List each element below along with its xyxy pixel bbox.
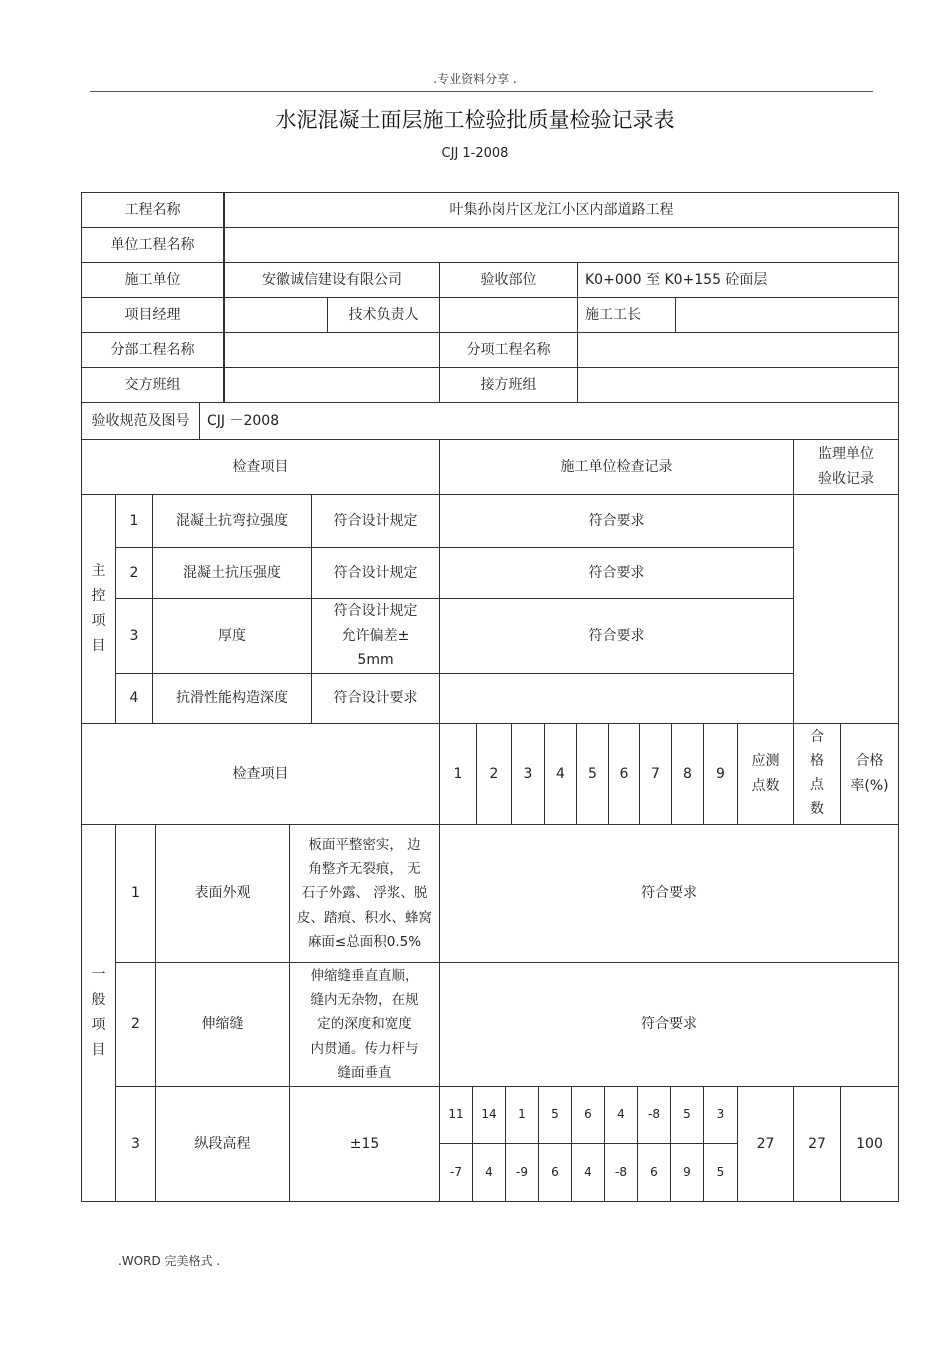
- contractor-record-header: 施工单位检查记录: [439, 439, 794, 495]
- acceptance-part-label: 验收部位: [439, 262, 578, 298]
- acceptance-part-value: K0+000 至 K0+155 砼面层: [577, 262, 899, 298]
- pm-label: 项目经理: [81, 297, 224, 333]
- main-row-4-item: 抗滑性能构造深度: [152, 673, 312, 724]
- point-header: 4: [544, 723, 577, 825]
- item-project-value: [577, 332, 899, 368]
- measured-value: 4: [571, 1143, 605, 1202]
- general-row-3-no: 3: [115, 1086, 156, 1202]
- inspection-record-table: [82, 193, 899, 1203]
- main-row-1-no: 1: [115, 494, 153, 548]
- sub-project-value: [224, 332, 440, 368]
- measured-value: 5: [703, 1143, 738, 1202]
- supervision-record-header: 监理单位 验收记录: [793, 439, 899, 495]
- measured-value: 6: [571, 1086, 605, 1144]
- point-header: 6: [608, 723, 640, 825]
- main-row-2-result: 符合要求: [439, 547, 794, 599]
- spec-value: CJJ －2008: [199, 402, 899, 440]
- group-char: 般: [91, 992, 106, 1008]
- general-row-1-result: 符合要求: [439, 824, 899, 963]
- main-control-group-label: [81, 494, 116, 724]
- handover-team-label: 交方班组: [81, 367, 224, 403]
- main-row-4-standard: 符合设计要求: [311, 673, 440, 724]
- general-row-3-standard: ±15: [289, 1086, 440, 1202]
- pass-rate-value: 100: [840, 1086, 899, 1202]
- tech-lead-label: 技术负责人: [327, 297, 440, 333]
- handover-team-value: [224, 367, 440, 403]
- main-row-3-standard: 符合设计规定 允许偏差± 5mm: [311, 598, 440, 674]
- group-char: 项: [91, 613, 106, 629]
- main-row-4-no: 4: [115, 673, 153, 724]
- measured-value: 1: [505, 1086, 539, 1144]
- measured-value: 5: [670, 1086, 704, 1144]
- qualified-points-header: 合 格 点 数: [793, 723, 841, 825]
- measured-value: -8: [637, 1086, 671, 1144]
- main-row-3-item: 厚度: [152, 598, 312, 674]
- general-group-label: [81, 824, 116, 1202]
- main-check-item-header: 检查项目: [81, 439, 440, 495]
- point-header: 9: [703, 723, 738, 825]
- measured-value: 4: [472, 1143, 506, 1202]
- general-row-3-item: 纵段高程: [155, 1086, 290, 1202]
- foreman-value: [675, 297, 899, 333]
- measured-value: 4: [604, 1086, 638, 1144]
- point-header: 1: [439, 723, 477, 825]
- point-header: 2: [476, 723, 512, 825]
- point-header: 5: [576, 723, 609, 825]
- measured-value: 9: [670, 1143, 704, 1202]
- general-row-1-standard: 板面平整密实， 边 角整齐无裂痕， 无 石子外露、 浮浆、脱 皮、踏痕、积水、蜂窝 麻面≤总面积0.5%: [289, 824, 440, 963]
- supervision-record-cell: [793, 494, 899, 724]
- unit-project-label: 单位工程名称: [81, 227, 224, 263]
- header-rule: [90, 91, 873, 92]
- group-char: 一: [91, 967, 106, 983]
- measured-value: 6: [637, 1143, 671, 1202]
- point-header: 7: [639, 723, 672, 825]
- document-title: 水泥混凝土面层施工检验批质量检验记录表: [275, 108, 675, 132]
- measured-value: 14: [472, 1086, 506, 1144]
- pass-rate-header: 合格 率(%): [840, 723, 899, 825]
- general-check-item-header: 检查项目: [81, 723, 440, 825]
- required-points-header: 应测 点数: [737, 723, 794, 825]
- main-row-1-result: 符合要求: [439, 494, 794, 548]
- project-name-label: 工程名称: [81, 192, 224, 228]
- tech-lead-value: [439, 297, 578, 333]
- main-row-2-item: 混凝土抗压强度: [152, 547, 312, 599]
- contractor-label: 施工单位: [81, 262, 224, 298]
- sub-project-label: 分部工程名称: [81, 332, 224, 368]
- main-row-1-item: 混凝土抗弯拉强度: [152, 494, 312, 548]
- measured-value: -9: [505, 1143, 539, 1202]
- standard-code: CJJ 1-2008: [441, 146, 509, 161]
- group-char: 目: [91, 638, 106, 654]
- receive-team-label: 接方班组: [439, 367, 578, 403]
- foreman-label: 施工工长: [577, 297, 676, 333]
- group-char: 控: [91, 588, 106, 604]
- measured-value: 3: [703, 1086, 738, 1144]
- main-row-2-no: 2: [115, 547, 153, 599]
- general-row-2-standard: 伸缩缝垂直直顺， 缝内无杂物，在规 定的深度和宽度 内贯通。传力杆与 缝面垂直: [289, 962, 440, 1087]
- item-project-label: 分项工程名称: [439, 332, 578, 368]
- general-row-2-no: 2: [115, 962, 156, 1087]
- unit-project-value: [224, 227, 899, 263]
- page-footer-text: .WORD 完美格式 .: [118, 1254, 221, 1268]
- group-char: 目: [91, 1042, 106, 1058]
- general-row-2-item: 伸缩缝: [155, 962, 290, 1087]
- measured-value: -7: [439, 1143, 473, 1202]
- general-row-1-item: 表面外观: [155, 824, 290, 963]
- required-points-value: 27: [737, 1086, 794, 1202]
- receive-team-value: [577, 367, 899, 403]
- main-row-3-result: 符合要求: [439, 598, 794, 674]
- contractor-value: 安徽诚信建设有限公司: [224, 262, 440, 298]
- measured-value: 6: [538, 1143, 572, 1202]
- measured-value: -8: [604, 1143, 638, 1202]
- spec-label: 验收规范及图号: [81, 402, 200, 440]
- pm-value: [224, 297, 328, 333]
- main-row-3-no: 3: [115, 598, 153, 674]
- page-header-text: .专业资料分享 .: [433, 72, 517, 86]
- project-name-value: 叶集孙岗片区龙江小区内部道路工程: [224, 192, 899, 228]
- point-header: 3: [511, 723, 545, 825]
- measured-value: 11: [439, 1086, 473, 1144]
- point-header: 8: [671, 723, 704, 825]
- general-row-2-result: 符合要求: [439, 962, 899, 1087]
- measured-value: 5: [538, 1086, 572, 1144]
- main-row-1-standard: 符合设计规定: [311, 494, 440, 548]
- main-row-2-standard: 符合设计规定: [311, 547, 440, 599]
- general-row-1-no: 1: [115, 824, 156, 963]
- qualified-points-value: 27: [793, 1086, 841, 1202]
- group-char: 主: [91, 563, 106, 579]
- group-char: 项: [91, 1017, 106, 1033]
- main-row-4-result: [439, 673, 794, 724]
